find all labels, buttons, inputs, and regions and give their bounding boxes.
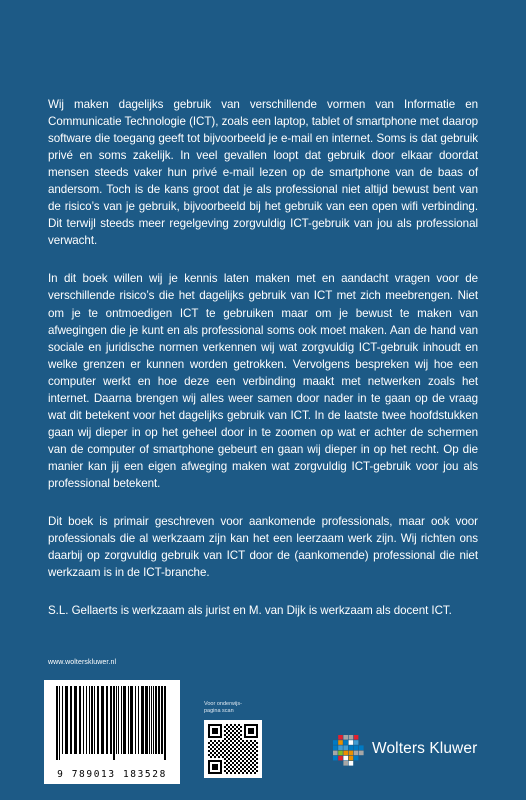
qr-label: Voor onderwijs- pagina scan (204, 701, 242, 714)
qr-code (204, 720, 262, 778)
author-line: S.L. Gellaerts is werkzaam als jurist en M. van Dijk is werkzaam als docent ICT. (48, 604, 452, 618)
isbn-barcode (44, 680, 180, 784)
back-cover-text (48, 96, 478, 640)
barcode-icon (52, 686, 172, 760)
wolters-kluwer-logo-icon (330, 732, 364, 766)
qr-code-icon (204, 720, 262, 778)
publisher-logo (330, 732, 477, 766)
paragraph: Dit boek is primair geschreven voor aankomende professionals, maar ook voor professionals die al werkzaam zijn kan het een leerzaam werk zijn. Wij richten ons daarbij op zorgvuldig gebruik van ICT door de (aankomende) professional die niet werkzaam is in de ICT-branche. (48, 515, 478, 580)
isbn-number: 9 789013 183528 (57, 769, 167, 780)
paragraph: Wij maken dagelijks gebruik van verschillende vormen van Informatie en Communicatie Technologie (ICT), zoals een laptop, tablet of smartphone met daarop software die toegang geeft tot bijvoorbeeld je e-mail en internet. Soms is dat gebruik privé en soms zakelijk. In veel gevallen loopt dat gebruik door elkaar doordat mensen steeds vaker hun privé e-mail lezen op de smartphone van de baas of andersom. Toch is de kans groot dat je als professional niet altijd bewust bent van de risico’s van je gebruik, bijvoorbeeld bij het gebruik van een open wifi verbinding. Dit terwijl steeds meer regelgeving zorgvuldig ICT-gebruik van jou als professional verwacht. (48, 98, 478, 248)
paragraph: In dit boek willen wij je kennis laten maken met en aandacht vragen voor de verschillende risico’s die het dagelijks gebruik van ICT met zich meebrengen. Niet om je te ontmoedigen ICT te gebruiken maar om je bewust te maken van afwegingen die je kunt en als professional soms ook moet maken. Aan de hand van sociale en juridische normen verkennen wij wat zorgvuldig ICT-gebruik inhoudt en welke grenzen er kunnen worden getrokken. Vervolgens bespreken wij hoe een computer werkt en hoe deze een verbinding maakt met netwerken zoals het internet. Daarna brengen wij alles weer samen door nader in te gaan op de vraag wat dit betekent voor het dagelijks gebruik van ICT. In de laatste twee hoofdstukken gaan wij dieper in op het geheel door in te zoomen op wat er achter de schermen van de computer of smartphone gebeurt en gaan wij dieper in op het recht. Op die manier kan jij een eigen afweging maken wat zorgvuldig ICT-gebruik voor jou als professional betekent. (48, 272, 478, 490)
publisher-website: www.wolterskluwer.nl (48, 659, 117, 666)
publisher-name: Wolters Kluwer (372, 740, 478, 757)
